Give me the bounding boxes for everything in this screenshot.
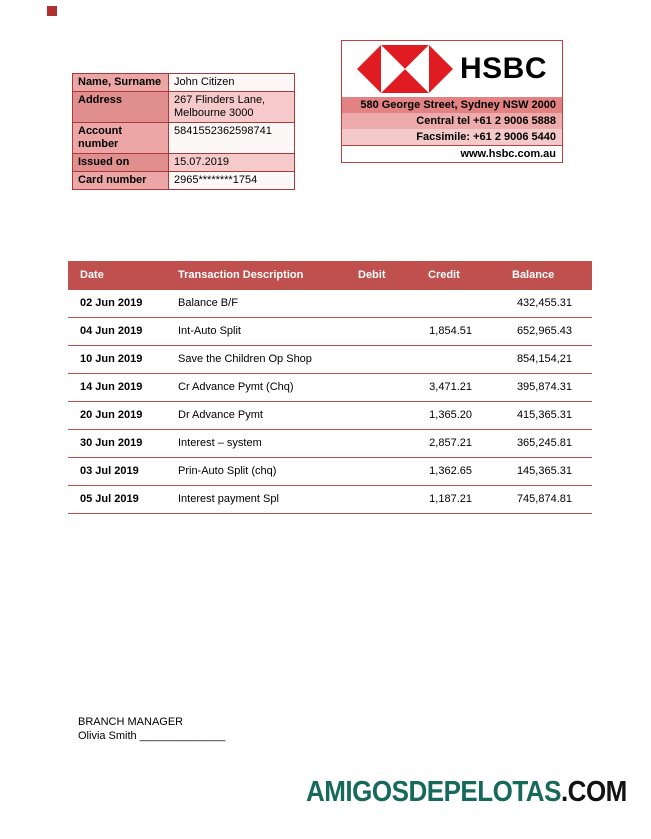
cell-balance: 365,245.81 <box>516 437 572 449</box>
table-row <box>68 430 592 458</box>
info-value: 267 Flinders Lane, Melbourne 3000 <box>169 92 295 123</box>
customer-info-table <box>72 73 295 190</box>
info-value: 2965********1754 <box>169 172 295 190</box>
cell-date: 03 Jul 2019 <box>80 465 139 477</box>
cell-balance: 745,874.81 <box>516 493 572 505</box>
header-debit: Debit <box>358 269 386 281</box>
header-description: Transaction Description <box>178 269 304 281</box>
bank-phone: Central tel +61 2 9006 5888 <box>342 113 562 129</box>
cell-credit: 1,187.21 <box>429 493 472 505</box>
table-row <box>73 123 295 154</box>
table-row <box>68 290 592 318</box>
info-value: 15.07.2019 <box>169 154 295 172</box>
cell-description: Prin-Auto Split (chq) <box>178 465 277 477</box>
table-row <box>68 374 592 402</box>
cell-date: 30 Jun 2019 <box>80 437 143 449</box>
footer-signature-block <box>78 715 225 743</box>
table-row <box>73 154 295 172</box>
info-label: Account number <box>73 123 169 154</box>
cell-date: 10 Jun 2019 <box>80 353 143 365</box>
header-date: Date <box>80 269 104 281</box>
table-row <box>73 74 295 92</box>
bank-address: 580 George Street, Sydney NSW 2000 <box>342 97 562 113</box>
cell-balance: 415,365.31 <box>516 409 572 421</box>
cell-credit: 1,854.51 <box>429 325 472 337</box>
table-row <box>68 346 592 374</box>
cell-description: Dr Advance Pymt <box>178 409 263 421</box>
bank-website: www.hsbc.com.au <box>342 145 562 162</box>
table-row <box>73 92 295 123</box>
cell-balance: 652,965.43 <box>516 325 572 337</box>
info-label: Name, Surname <box>73 74 169 92</box>
cell-description: Save the Children Op Shop <box>178 353 312 365</box>
transactions-table <box>68 261 592 514</box>
table-header-row <box>68 261 592 290</box>
cell-date: 05 Jul 2019 <box>80 493 139 505</box>
cell-date: 14 Jun 2019 <box>80 381 143 393</box>
hsbc-logo-icon <box>357 45 453 93</box>
cell-credit: 1,362.65 <box>429 465 472 477</box>
branch-manager-label: BRANCH MANAGER <box>78 716 184 728</box>
corner-mark <box>47 6 57 16</box>
cell-balance: 432,455.31 <box>516 297 572 309</box>
cell-description: Int-Auto Split <box>178 325 241 337</box>
bank-name: HSBC <box>459 52 547 85</box>
table-row <box>68 458 592 486</box>
table-row <box>68 318 592 346</box>
cell-balance: 145,365.31 <box>516 465 572 477</box>
cell-description: Cr Advance Pymt (Chq) <box>178 381 294 393</box>
cell-date: 04 Jun 2019 <box>80 325 143 337</box>
info-label: Issued on <box>73 154 169 172</box>
watermark <box>306 774 627 809</box>
cell-description: Interest payment Spl <box>178 493 279 505</box>
table-row <box>68 486 592 514</box>
bank-header-box <box>341 40 563 163</box>
cell-date: 02 Jun 2019 <box>80 297 143 309</box>
bank-logo-row <box>342 41 562 97</box>
watermark-name: AMIGOSDEPELOTAS <box>306 774 561 808</box>
bank-fax: Facsimile: +61 2 9006 5440 <box>342 129 562 145</box>
cell-credit: 3,471.21 <box>429 381 472 393</box>
signature-line: Olivia Smith ______________ <box>78 730 226 742</box>
watermark-tld: .COM <box>560 774 627 808</box>
cell-description: Balance B/F <box>178 297 238 309</box>
info-label: Card number <box>73 172 169 190</box>
cell-date: 20 Jun 2019 <box>80 409 143 421</box>
info-value: John Citizen <box>169 74 295 92</box>
header-credit: Credit <box>428 269 460 281</box>
cell-credit: 2,857.21 <box>429 437 472 449</box>
cell-balance: 395,874.31 <box>516 381 572 393</box>
info-label: Address <box>73 92 169 123</box>
table-row <box>73 172 295 190</box>
cell-balance: 854,154,21 <box>516 353 572 365</box>
cell-description: Interest – system <box>178 437 262 449</box>
cell-credit: 1,365.20 <box>429 409 472 421</box>
info-value: 5841552362598741 <box>169 123 295 154</box>
header-balance: Balance <box>512 269 555 281</box>
table-row <box>68 402 592 430</box>
